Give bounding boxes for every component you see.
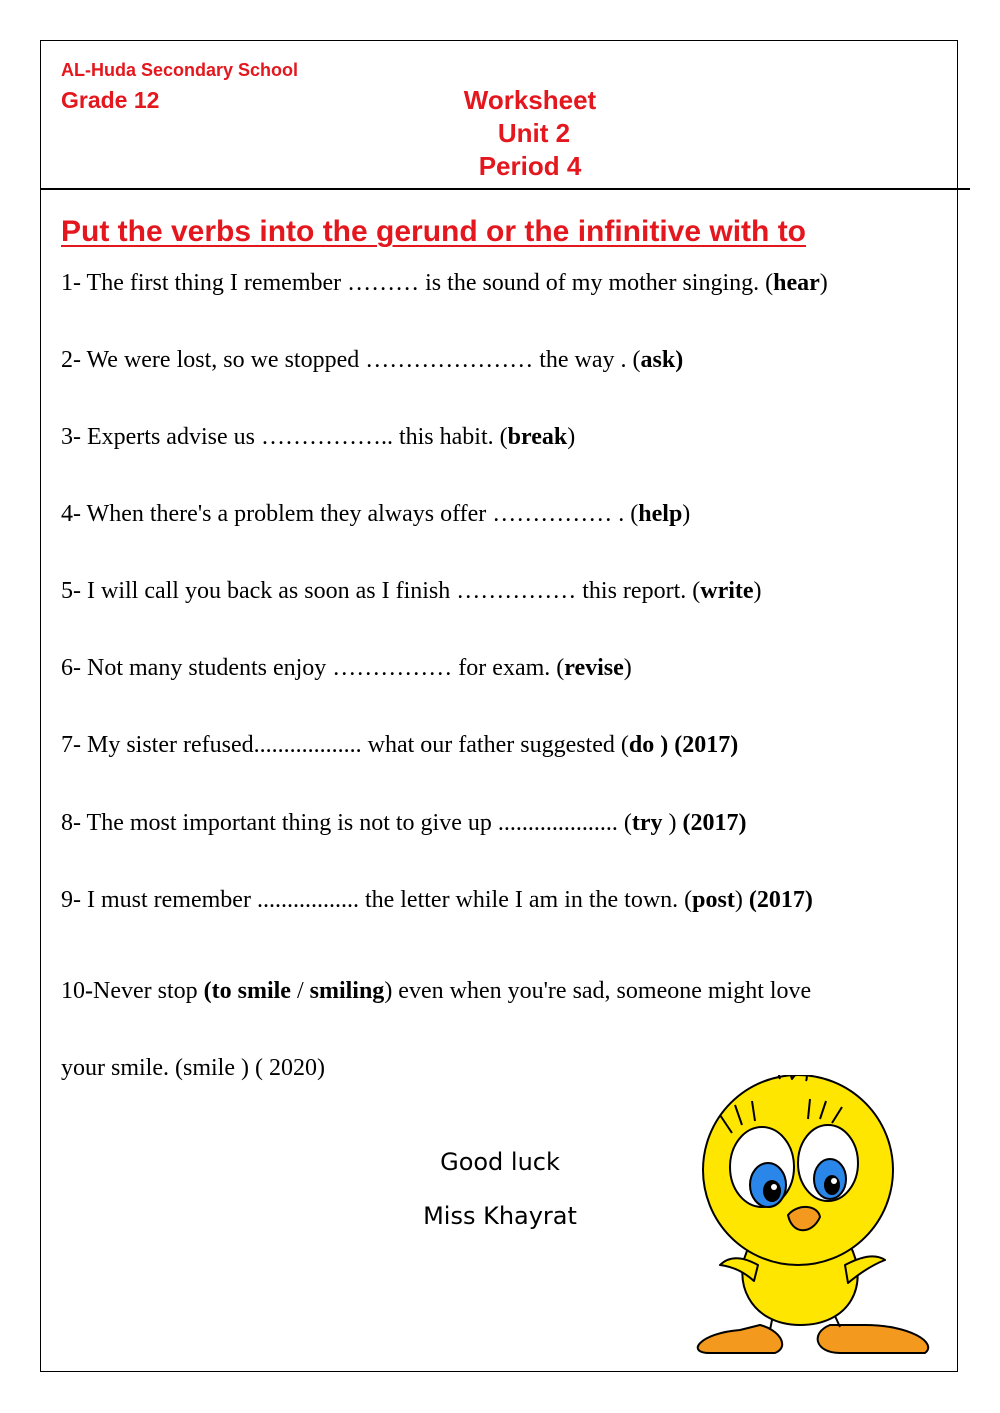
good-luck-text: Good luck bbox=[440, 1148, 560, 1176]
worksheet-heading bbox=[400, 84, 660, 183]
school-name: AL-Huda Secondary School bbox=[61, 60, 299, 80]
unit-label: Unit 2 bbox=[497, 118, 571, 148]
question-1: 1- The first thing I remember ……… is the sound of my mother singing. (hear) bbox=[61, 270, 828, 296]
worksheet-title: Worksheet bbox=[463, 85, 597, 115]
teacher-name: Miss Khayrat bbox=[423, 1202, 577, 1230]
question-2: 2- We were lost, so we stopped ………………… the way . (ask) bbox=[61, 347, 684, 373]
question-8: 8- The most important thing is not to give up .................... (try ) (2017) bbox=[61, 810, 747, 836]
question-6: 6- Not many students enjoy …………… for exam. (revise) bbox=[61, 655, 632, 681]
question-10: 10-Never stop (to smile / smiling) even when you're sad, someone might love bbox=[61, 978, 812, 1004]
question-5: 5- I will call you back as soon as I finish …………… this report. (write) bbox=[61, 578, 762, 604]
tweety-bird-illustration bbox=[680, 1075, 935, 1355]
period-label: Period 4 bbox=[478, 151, 582, 181]
question-7: 7- My sister refused.................. what our father suggested (do ) (2017) bbox=[61, 732, 739, 758]
question-3: 3- Experts advise us …………….. this habit. (break) bbox=[61, 424, 576, 450]
question-10-continued: your smile. (smile ) ( 2020) bbox=[61, 1055, 325, 1081]
header-divider bbox=[40, 188, 970, 190]
question-9: 9- I must remember ................. the letter while I am in the town. (post) (2017) bbox=[61, 887, 813, 913]
grade-label: Grade 12 bbox=[61, 87, 160, 113]
question-4: 4- When there's a problem they always offer …………… . (help) bbox=[61, 501, 691, 527]
instruction-heading: Put the verbs into the gerund or the infinitive with to bbox=[61, 215, 807, 248]
